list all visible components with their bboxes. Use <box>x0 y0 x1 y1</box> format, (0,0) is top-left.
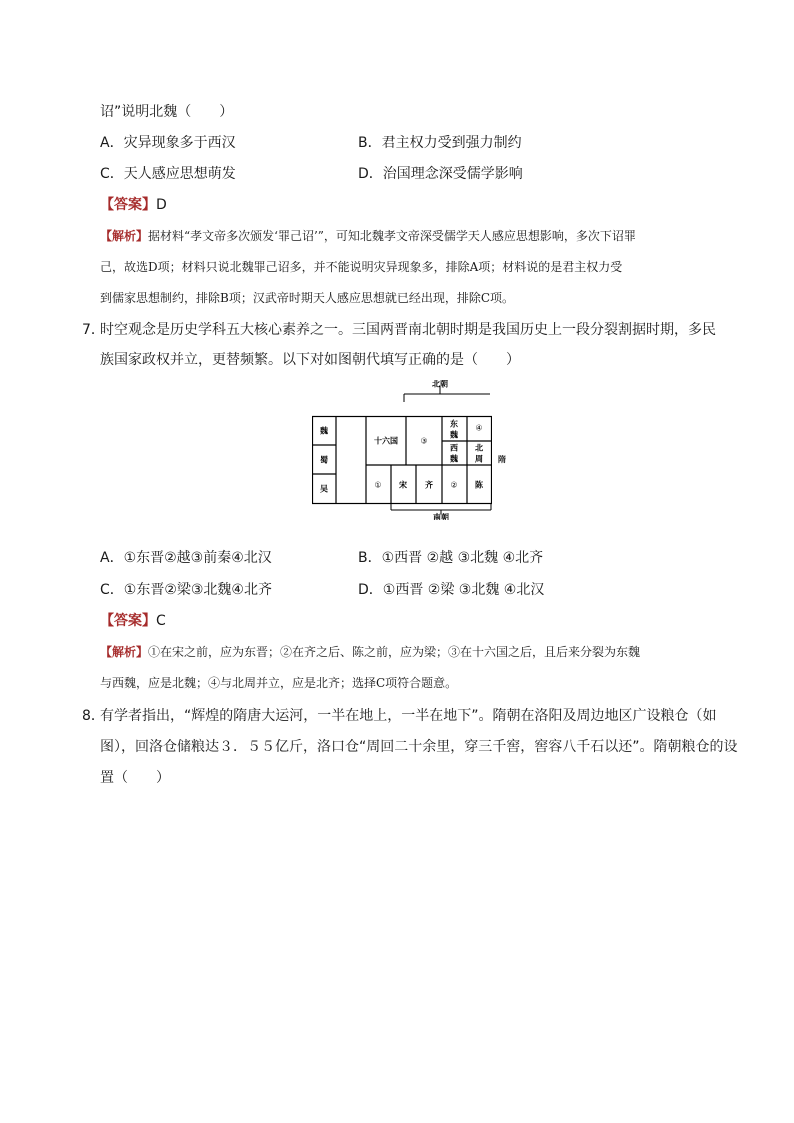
q6-option-a: A．灾异现象多于西汉 <box>100 135 236 151</box>
answer-value: D <box>156 197 167 213</box>
cell-blank-1: ① <box>374 480 382 490</box>
q6-analysis-line-2: 己，故选D项；材料只说北魏罪己诏多，并不能说明灾异现象多，排除A项；材料说的是君主权力受 <box>100 260 623 274</box>
q7-option-a: A．①东晋②越③前秦④北汉 <box>100 550 272 566</box>
label-sui: 隋 <box>498 455 506 464</box>
cell-xiwei-1: 西 <box>450 443 458 453</box>
cell-wu: 吴 <box>320 484 328 494</box>
q7-number: 7． <box>82 322 105 338</box>
cell-sixteen-kingdoms: 十六国 <box>374 436 398 446</box>
analysis-text: 据材料“孝文帝多次颁发‘罪己诏’”，可知北魏孝文帝深受儒学天人感应思想影响，多次下诏罪 <box>148 229 636 243</box>
cell-song: 宋 <box>399 480 407 490</box>
cell-blank-4: ④ <box>475 423 483 433</box>
answer-tag: 【答案】 <box>100 613 156 629</box>
q7-option-c: C．①东晋②梁③北魏④北齐 <box>100 582 272 598</box>
label-north-dynasties: 北朝 <box>432 380 448 389</box>
cell-blank-2: ② <box>450 480 458 490</box>
dynasty-diagram-svg <box>312 380 492 520</box>
answer-value: C <box>156 613 166 629</box>
q8-stem-line-1: 有学者指出，“辉煌的隋唐大运河，一半在地上，一半在地下”。隋朝在洛阳及周边地区广设粮仓（如 <box>100 708 717 724</box>
answer-tag: 【答案】 <box>100 197 156 213</box>
q7-option-d: D．①西晋 ②梁 ③北魏 ④北汉 <box>358 582 545 598</box>
cell-blank-3: ③ <box>420 436 428 446</box>
q7-analysis-line-2: 与西魏，应是北魏；④与北周并立，应是北齐；选择C项符合题意。 <box>100 676 458 690</box>
dynasty-diagram <box>312 380 492 520</box>
q6-stem-tail: 诏”说明北魏（ ） <box>100 104 234 120</box>
cell-wei: 魏 <box>320 426 328 436</box>
q8-stem-line-2: 图），回洛仓储粮达３．５５亿斤，洛口仓“周回二十余里，穿三千窖，窖容八千石以还”。隋朝粮仓的设 <box>100 739 738 755</box>
analysis-text: ①在宋之前，应为东晋；②在齐之后、陈之前，应为梁；③在十六国之后，且后来分裂为东魏 <box>148 645 641 659</box>
q6-option-c: C．天人感应思想萌发 <box>100 166 236 182</box>
q7-option-b: B．①西晋 ②越 ③北魏 ④北齐 <box>358 550 544 566</box>
cell-dongwei-2: 魏 <box>450 430 458 440</box>
analysis-tag: 【解析】 <box>100 229 149 243</box>
q6-answer <box>100 195 167 215</box>
q7-stem-line-1: 时空观念是历史学科五大核心素养之一。三国两晋南北朝时期是我国历史上一段分裂割据时期，多民 <box>100 322 716 338</box>
q7-analysis-line-1 <box>100 642 640 662</box>
cell-dongwei-1: 东 <box>450 419 458 429</box>
cell-qi: 齐 <box>425 480 433 490</box>
q8-number: 8． <box>82 708 105 724</box>
label-south-dynasties: 南朝 <box>433 513 449 520</box>
q6-analysis-line-1 <box>100 226 636 246</box>
cell-chen: 陈 <box>475 480 483 490</box>
q7-answer <box>100 611 166 631</box>
cell-beizhou-1: 北 <box>475 443 483 453</box>
cell-shu: 蜀 <box>320 455 328 465</box>
analysis-tag: 【解析】 <box>100 645 149 659</box>
q6-option-b: B．君主权力受到强力制约 <box>358 135 522 151</box>
q6-option-d: D．治国理念深受儒学影响 <box>358 166 523 182</box>
q7-stem-line-2: 族国家政权并立，更替频繁。以下对如图朝代填写正确的是（ ） <box>100 352 520 368</box>
cell-beizhou-2: 周 <box>475 454 483 464</box>
q8-stem-line-3: 置（ ） <box>100 770 170 786</box>
cell-xiwei-2: 魏 <box>450 454 458 464</box>
q6-analysis-line-3: 到儒家思想制约，排除B项；汉武帝时期天人感应思想就已经出现，排除C项。 <box>100 291 515 305</box>
